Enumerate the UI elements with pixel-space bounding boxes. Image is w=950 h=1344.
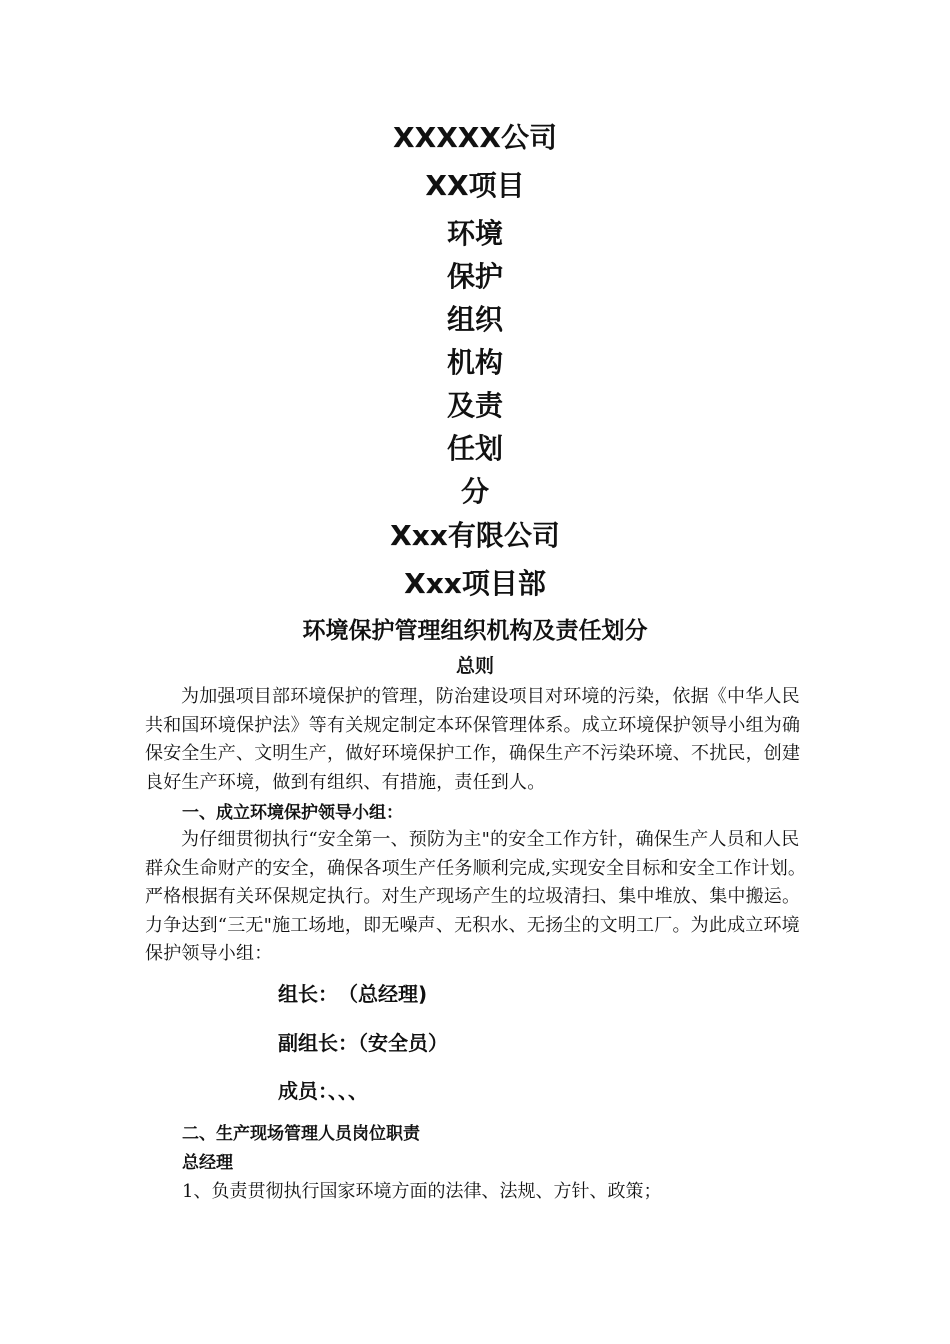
cover-title-line: 保护 [446,260,503,293]
role-heading: 总经理 [182,1153,233,1173]
duty-item: 1、负责贯彻执行国家环境方面的法律、法规、方针、政策； [182,1181,662,1202]
section1-heading: 一、成立环境保护领导小组： [182,803,403,823]
members-line: 成员：、、、 [278,1079,368,1103]
cover-title-line: 环境 [446,217,503,250]
general-heading: 总则 [455,655,494,677]
cover-title-line: 及责 [446,389,503,422]
cover-title-line: 机构 [446,346,503,379]
cover-title-line: 任划 [446,432,503,465]
section1-paragraph: 为仔细贯彻执行“安全第一、预防为主"的安全工作方针，确保生产人员和人民群众生命财产的安全，确保各项生产任务顺利完成,实现安全目标和安全工作计划。严格根据有关环保规定执行。对生产现场产生的垃圾清扫、集中堆放、集中搬运。力争达到“三无"施工场地，即无噪声、无积水、无扬尘的文明工厂。为此成立环境保护领导小组： [145,829,807,964]
leader-line: 组长： （总经理) [278,982,428,1006]
deputy-leader-line: 副组长：（安全员） [278,1031,448,1055]
cover-title-line: 分 [460,475,489,508]
cover-issuer-company: Xxx有限公司 [390,519,560,552]
cover-project-name: XX项目 [425,169,525,202]
cover-title-line: 组织 [446,303,503,336]
general-paragraph: 为加强项目部环境保护的管理，防治建设项目对环境的污染，依据《中华人民共和国环境保护法》等有关规定制定本环保管理体系。成立环境保护领导小组为确保安全生产、文明生产，做好环境保护工作，确保生产不污染环境、不扰民，创建良好生产环境，做到有组织、有措施，责任到人。 [145,686,801,793]
document-title: 环境保护管理组织机构及责任划分 [302,618,648,644]
section2-heading: 二、生产现场管理人员岗位职责 [182,1124,420,1144]
cover-company-name: XXXXX公司 [393,121,557,154]
cover-issuer-department: Xxx项目部 [404,567,546,600]
